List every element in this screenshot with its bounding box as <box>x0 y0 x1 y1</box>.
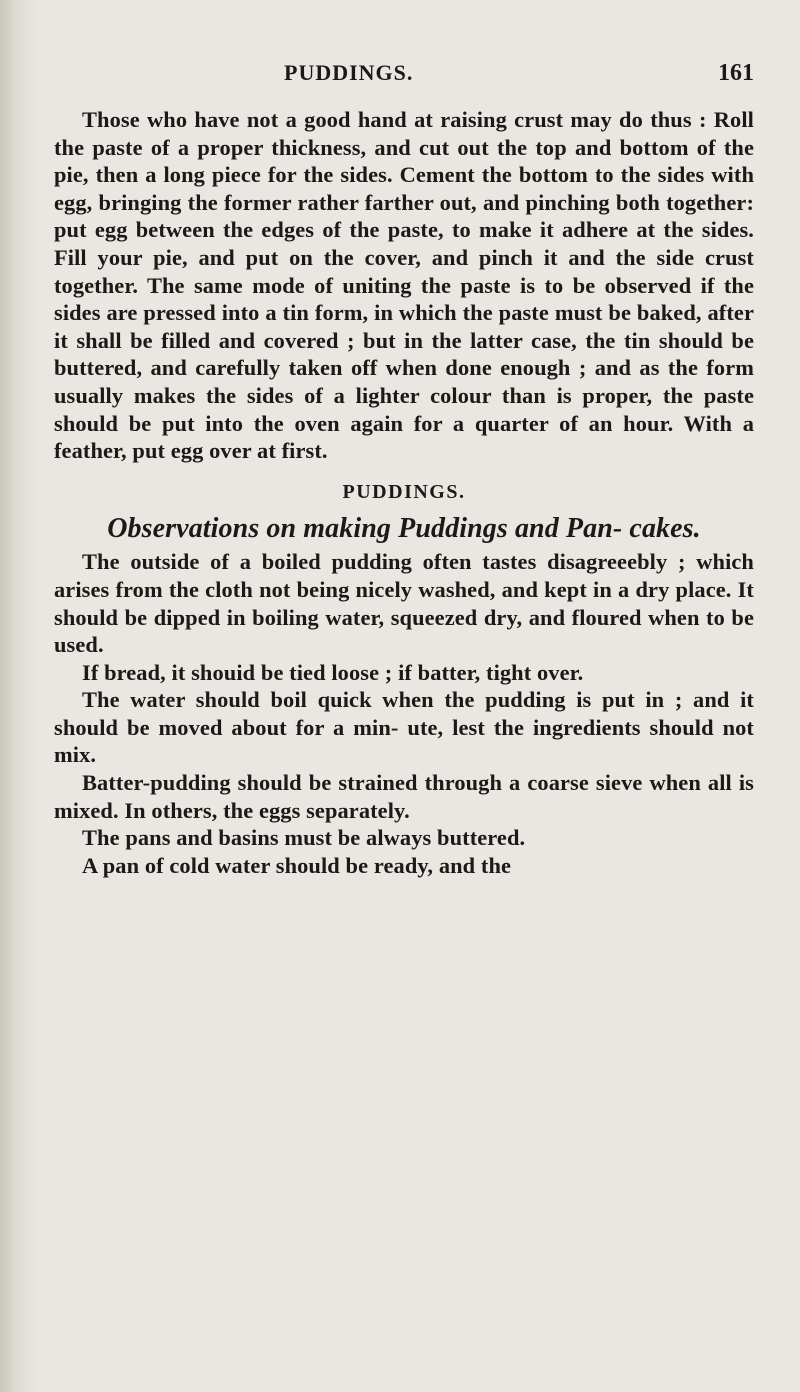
paragraph-cold-water: A pan of cold water should be ready, and the <box>82 852 512 878</box>
paragraph-water: The water should boil quick when the pudding is put in ; and it should be moved about for a min- ute, lest the ingredients should not mix. <box>54 687 754 768</box>
paragraph-pans: The pans and basins must be always buttered. <box>82 825 526 851</box>
paragraph-cloth: The outside of a boiled pudding often tastes disagreeebly ; which arises from the cloth not being nicely washed, and kept in a dry place. It should be dipped in boiling water, squeezed dry, and floured when to be used. <box>54 549 754 658</box>
intro-paragraph: Those who have not a good hand at raising crust may do thus : Roll the paste of a proper thickness, and cut out the top and bottom of the pie, then a long piece for the sides. Cement the bottom to the sides with egg, bringing the former rather farther out, and pinching both together: put egg between the edges of the paste, to make it adhere at the sides. Fill your pie, and put on the cover, and pinch it and the side crust together. The same mode of uniting the paste is to be observed if the sides are pressed into a tin form, in which the paste must be baked, after it shall be filled and covered ; but in the latter case, the tin should be buttered, and carefully taken off when done enough ; and as the form usually makes the sides of a lighter colour than is proper, the paste should be put into the oven again for a quarter of an hour. With a feather, put egg over at first. <box>54 107 754 464</box>
page-gutter-shadow <box>0 0 40 1392</box>
page-body <box>54 106 754 879</box>
page-header <box>54 60 754 100</box>
book-page <box>54 60 754 879</box>
paragraph-bread: If bread, it shouid be tied loose ; if batter, tight over. <box>82 659 584 685</box>
section-heading: PUDDINGS. <box>342 480 466 503</box>
running-head: PUDDINGS. <box>284 60 414 85</box>
section-title: Observations on making Puddings and Pan- cakes. <box>107 513 701 545</box>
paragraph-batter: Batter-pudding should be strained through a coarse sieve when all is mixed. In others, the eggs separately. <box>54 770 754 823</box>
page-number: 161 <box>718 60 754 86</box>
